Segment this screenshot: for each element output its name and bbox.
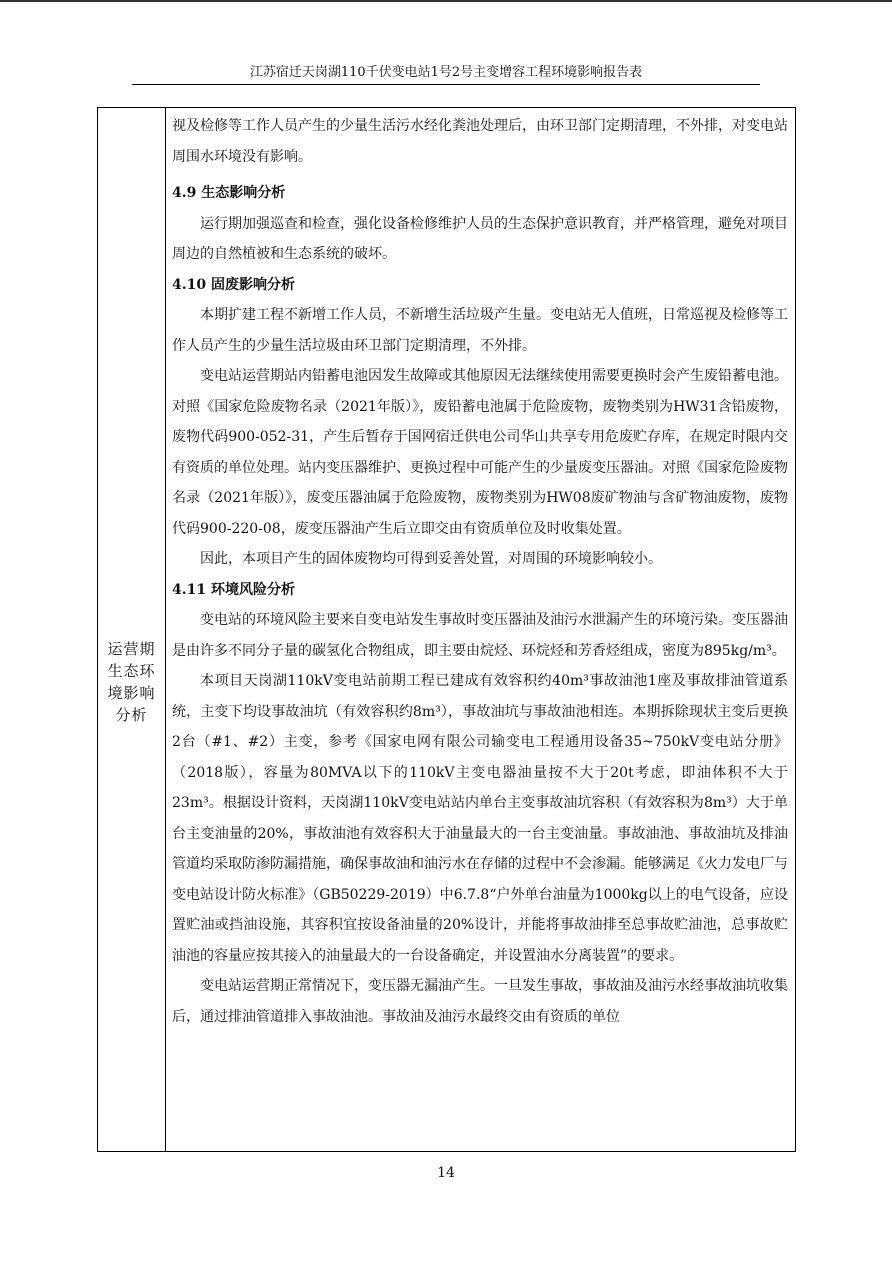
paragraph: 变电站运营期正常情况下，变压器无漏油产生。一旦发生事故，事故油及油污水经事故油坑收集后，通过排油管道排入事故油池。事故油及油污水最终交由有资质的单位	[172, 978, 788, 1025]
paragraph: 运行期加强巡查和检查，强化设备检修维护人员的生态保护意识教育，并严格管理，避免对项目周边的自然植被和生态系统的破坏。	[172, 215, 788, 262]
row-label-line: 生态环	[107, 662, 156, 680]
row-label-line: 境影响	[107, 684, 156, 702]
row-label	[98, 638, 165, 726]
section-heading-4-9: 4.9 生态影响分析	[172, 185, 286, 201]
top-border-line	[0, 0, 892, 2]
row-label-line: 运营期	[107, 640, 156, 658]
table-frame	[97, 107, 796, 1152]
row-label-line: 分析	[115, 706, 148, 724]
continuation-paragraph: 视及检修等工作人员产生的少量生活污水经化粪池处理后，由环卫部门定期清理，不外排，对变电站周围水环境没有影响。	[172, 118, 788, 165]
paragraph: 因此，本项目产生的固体废物均可得到妥善处置，对周围的环境影响较小。	[200, 551, 662, 567]
header-rule	[132, 84, 760, 85]
section-heading-4-10: 4.10 固废影响分析	[172, 276, 295, 293]
running-header: 江苏宿迁天岗湖110千伏变电站1号2号主变增容工程环境影响报告表	[249, 65, 643, 80]
page-number: 14	[437, 1165, 455, 1181]
section-heading-4-11: 4.11 环境风险分析	[172, 581, 295, 598]
content-cell	[172, 111, 788, 1032]
paragraph: 本期扩建工程不新增工作人员，不新增生活垃圾产生量。变电站无人值班，日常巡视及检修等工作人员产生的少量生活垃圾由环卫部门定期清理，不外排。	[172, 307, 788, 354]
paragraph: 本项目天岗湖110kV变电站前期工程已建成有效容积约40m³事故油池1座及事故排油管道系统，主变下均设事故油坑（有效容积约8m³），事故油坑与事故油池相连。本期拆除现状主变后更换2台（#1、#2）主变，参考《国家电网有限公司输变电工程通用设备35~750kV变电站分册》（2018版），容量为80MVA以下的110kV主变电器油量按不大于20t考虑，即油体积不大于23m³。根据设计资料，天岗湖110kV变电站站内单台主变事故油坑容积（有效容积为8m³）大于单台主变油量的20%，事故油池有效容积大于油量最大的一台主变油量。事故油池、事故油坑及排油管道均采取防渗防漏措施，确保事故油和油污水在存储的过程中不会渗漏。能够满足《火力发电厂与变电站设计防火标准》（GB50229-2019）中6.7.8“户外单台油量为1000kg以上的电气设备，应设置贮油或挡油设施，其容积宜按设备油量的20%设计，并能将事故油排至总事故贮油池，总事故贮油池的容量应按其接入的油量最大的一台设备确定，并设置油水分离装置”的要求。	[172, 673, 788, 964]
paragraph: 变电站运营期站内铅蓄电池因发生故障或其他原因无法继续使用需要更换时会产生废铅蓄电池。对照《国家危险废物名录（2021年版）》，废铅蓄电池属于危险废物，废物类别为HW31含铅废物，废物代码900-052-31，产生后暂存于国网宿迁供电公司华山共享专用危废贮存库，在规定时限内交有资质的单位处理。站内变压器维护、更换过程中可能产生的少量废变压器油。对照《国家危险废物名录（2021年版）》，废变压器油属于危险废物，废物类别为HW08废矿物油与含矿物油废物，废物代码900-220-08，废变压器油产生后立即交由有资质单位及时收集处置。	[172, 368, 788, 537]
column-divider	[165, 108, 166, 1151]
paragraph: 变电站的环境风险主要来自变电站发生事故时变压器油及油污水泄漏产生的环境污染。变压器油是由许多不同分子量的碳氢化合物组成，即主要由烷烃、环烷烃和芳香烃组成，密度为895kg/m³。	[172, 612, 788, 659]
